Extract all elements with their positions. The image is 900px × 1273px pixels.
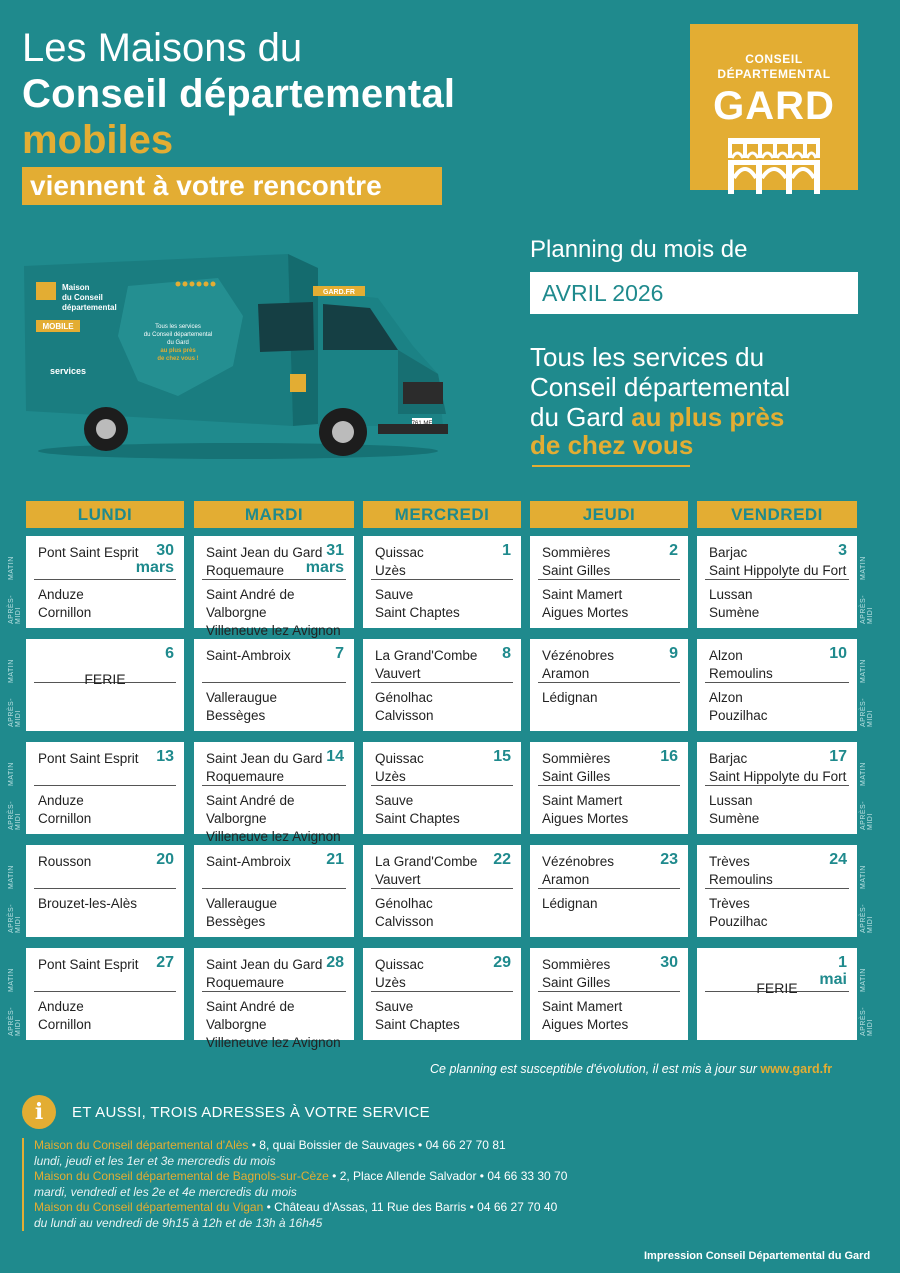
location-name: Aramon [542, 666, 590, 681]
morning-locations [375, 544, 424, 580]
day-header-vendredi: VENDREDI [697, 501, 857, 528]
day-number [669, 542, 678, 559]
location-name: Sommières [542, 957, 611, 972]
day-number-value: 20 [156, 851, 174, 868]
day-number [335, 645, 344, 662]
morning-locations [206, 544, 322, 580]
side-label-matin: MATIN [860, 556, 867, 580]
van-title-3: départemental [62, 303, 117, 312]
afternoon-locations [709, 689, 768, 725]
location-name: Saint Gilles [542, 975, 611, 990]
location-name: Saint Gilles [542, 563, 611, 578]
side-label-apres-midi: APRÈS-MIDI [8, 594, 22, 624]
morning-afternoon-divider [202, 888, 346, 889]
location-name: Cornillon [38, 811, 92, 826]
side-label-apres-midi: APRÈS-MIDI [860, 697, 874, 727]
location-name: Lussan [709, 793, 753, 808]
afternoon-locations [375, 895, 434, 931]
calendar-day-cell[interactable] [194, 742, 354, 844]
van-slogan-4: au plus près [160, 348, 196, 354]
calendar-day-cell[interactable] [363, 536, 521, 628]
day-number [502, 542, 511, 559]
afternoon-locations [38, 792, 91, 828]
side-label-matin: MATIN [860, 865, 867, 889]
day-number [502, 645, 511, 662]
day-number-value: 30 [156, 542, 174, 559]
day-number-value: 1 [502, 542, 511, 559]
morning-locations [206, 750, 322, 786]
afternoon-locations [542, 895, 598, 913]
location-name: Saint Mamert [542, 793, 623, 808]
van-site: GARD.FR [323, 289, 355, 296]
morning-locations [38, 853, 91, 871]
day-number-value: 10 [829, 645, 847, 662]
morning-locations [375, 956, 424, 992]
morning-afternoon-divider [34, 888, 176, 889]
van-title-1: Maison [62, 283, 90, 292]
van-title-2: du Conseil [62, 293, 103, 302]
day-number-value: 31 [326, 542, 344, 559]
day-number [156, 954, 174, 971]
morning-afternoon-divider [34, 579, 176, 580]
location-name: Sommières [542, 545, 611, 560]
van-badge: MOBILE [42, 322, 74, 331]
afternoon-locations [709, 792, 759, 828]
location-name: Pont Saint Esprit [38, 545, 139, 560]
side-label-apres-midi: APRÈS-MIDI [8, 1006, 22, 1036]
location-name: Saint Gilles [542, 769, 611, 784]
day-number-value: 24 [829, 851, 847, 868]
location-name: Pont Saint Esprit [38, 957, 139, 972]
pont-du-gard-icon [728, 138, 820, 194]
location-name: Valleraugue [206, 896, 278, 911]
calendar-day-cell[interactable] [26, 948, 184, 1040]
location-name: Pont Saint Esprit [38, 751, 139, 766]
location-name: Roquemaure [206, 563, 285, 578]
logo-text-2: DÉPARTEMENTAL [717, 67, 831, 81]
day-number [156, 748, 174, 765]
morning-locations [709, 750, 846, 786]
address-details: • Château d'Assas, 11 Rue des Barris • 04 66 27 70 40 [263, 1200, 558, 1214]
calendar-day-cell[interactable] [697, 845, 857, 937]
calendar-day-cell[interactable] [194, 845, 354, 937]
location-name: Quissac [375, 545, 424, 560]
day-number-value: 1 [838, 954, 847, 971]
van-slogan-2: du Conseil départemental [143, 332, 213, 338]
morning-locations [542, 853, 614, 889]
location-name: Génolhac [375, 690, 433, 705]
location-name: Saint Jean du Gard [206, 957, 323, 972]
address-hours: mardi, vendredi et les 2e et 4e mercredis du mois [34, 1184, 297, 1199]
location-name: Uzès [375, 563, 406, 578]
holiday-label: FERIE [756, 980, 798, 996]
location-name: Villeneuve lez Avignon [206, 623, 341, 638]
location-name: Saint-Ambroix [206, 648, 291, 663]
location-name: Brouzet-les-Alès [38, 896, 138, 911]
morning-locations [206, 956, 322, 992]
address-hours: du lundi au vendredi de 9h15 à 12h et de 13h à 16h45 [34, 1215, 323, 1230]
calendar-day-cell[interactable] [697, 742, 857, 834]
side-label-matin: MATIN [8, 865, 15, 889]
afternoon-locations [375, 586, 460, 622]
day-number-value: 6 [165, 645, 174, 662]
van-slogan-5: de chez vous ! [157, 356, 199, 362]
tagline-line-3a: du Gard [530, 402, 624, 432]
location-name: Saint Hippolyte du Fort [709, 769, 847, 784]
van-slogan-3: du Gard [167, 340, 189, 346]
location-name: Sauve [375, 587, 414, 602]
morning-afternoon-divider [34, 991, 176, 992]
side-label-apres-midi: APRÈS-MIDI [860, 800, 874, 830]
day-number-value: 3 [838, 542, 847, 559]
afternoon-locations [206, 895, 277, 931]
mobile-van-illustration [18, 246, 458, 471]
location-name: La Grand'Combe [375, 648, 478, 663]
location-name: Aigues Mortes [542, 605, 629, 620]
location-name: Saint André de Valborgne [206, 587, 295, 620]
day-number-value: 28 [326, 954, 344, 971]
day-number [493, 851, 511, 868]
info-icon: i [22, 1095, 56, 1129]
location-name: Saint Mamert [542, 587, 623, 602]
afternoon-locations [206, 998, 354, 1052]
location-name: Cornillon [38, 605, 92, 620]
location-name: Roquemaure [206, 975, 285, 990]
calendar-day-cell[interactable] [530, 639, 688, 731]
logo-text-1: CONSEIL [745, 52, 803, 66]
afternoon-locations [38, 998, 91, 1034]
morning-locations [38, 750, 139, 768]
calendar-day-cell[interactable] [363, 639, 521, 731]
day-header-lundi: LUNDI [26, 501, 184, 528]
afternoon-locations [542, 998, 628, 1034]
morning-locations [375, 750, 424, 786]
info-title: ET AUSSI, TROIS ADRESSES À VOTRE SERVICE [72, 1104, 430, 1121]
location-name: Saint Chaptes [375, 811, 460, 826]
location-name: Villeneuve lez Avignon [206, 1035, 341, 1050]
location-name: Sumène [709, 605, 760, 620]
tagline-underline [532, 465, 690, 467]
location-name: Sauve [375, 999, 414, 1014]
day-month-label: mars [305, 559, 344, 576]
location-name: Calvisson [375, 914, 434, 929]
location-name: Pouzilhac [709, 708, 768, 723]
day-number-value: 9 [669, 645, 678, 662]
morning-locations [375, 647, 477, 683]
calendar-day-cell[interactable] [363, 948, 521, 1040]
location-name: Calvisson [375, 708, 434, 723]
afternoon-locations [709, 586, 759, 622]
day-number [326, 851, 344, 868]
day-number [326, 748, 344, 765]
side-label-matin: MATIN [8, 968, 15, 992]
calendar-day-cell[interactable] [530, 948, 688, 1040]
afternoon-locations [375, 792, 460, 828]
day-number-value: 16 [660, 748, 678, 765]
side-label-matin: MATIN [860, 762, 867, 786]
calendar-day-cell[interactable] [26, 639, 184, 731]
afternoon-locations [542, 586, 628, 622]
day-number-value: 8 [502, 645, 511, 662]
calendar-day-cell[interactable] [363, 845, 521, 937]
location-name: Saint-Ambroix [206, 854, 291, 869]
logo-text-3: GARD [713, 84, 835, 128]
location-name: Saint Jean du Gard [206, 751, 323, 766]
morning-locations [375, 853, 477, 889]
calendar-day-cell[interactable] [530, 536, 688, 628]
morning-locations [709, 544, 846, 580]
afternoon-locations [375, 689, 434, 725]
afternoon-locations [206, 689, 277, 725]
calendar-day-cell[interactable] [26, 742, 184, 834]
address-item [34, 1200, 662, 1216]
title-line-2: Conseil départemental [22, 72, 456, 116]
morning-locations [542, 647, 614, 683]
gard-site-link[interactable]: www.gard.fr [760, 1062, 833, 1076]
morning-locations [709, 647, 773, 683]
location-name: Valleraugue [206, 690, 278, 705]
location-name: Saint Hippolyte du Fort [709, 563, 847, 578]
side-label-apres-midi: APRÈS-MIDI [8, 903, 22, 933]
morning-locations [542, 544, 610, 580]
calendar-day-cell[interactable] [26, 536, 184, 628]
calendar-day-cell[interactable] [697, 536, 857, 628]
tagline-line-2: Conseil départemental [530, 372, 791, 402]
morning-locations [542, 956, 610, 992]
holiday-label: FERIE [84, 671, 126, 687]
calendar-day-cell[interactable] [530, 742, 688, 834]
day-number-value: 2 [669, 542, 678, 559]
address-details: • 2, Place Allende Salvador • 04 66 33 30 70 [328, 1169, 568, 1183]
calendar-day-cell[interactable] [697, 948, 857, 1040]
calendar-day-cell[interactable] [194, 639, 354, 731]
day-number [660, 851, 678, 868]
side-label-matin: MATIN [860, 968, 867, 992]
day-number-value: 7 [335, 645, 344, 662]
calendar-day-cell[interactable] [194, 948, 354, 1050]
tagline-line-3b: au plus près [631, 402, 785, 432]
address-name: Maison du Conseil départemental d'Alès [34, 1138, 249, 1152]
location-name: Quissac [375, 957, 424, 972]
morning-locations [709, 853, 773, 889]
update-note [430, 1062, 832, 1076]
location-name: Trèves [709, 854, 750, 869]
day-number [136, 542, 174, 576]
title-line-1: Les Maisons du [22, 26, 303, 70]
calendar-day-cell[interactable] [530, 845, 688, 937]
calendar-day-cell[interactable] [194, 536, 354, 638]
day-month-label: mai [819, 971, 847, 988]
morning-locations [38, 956, 139, 974]
address-details: • 8, quai Boissier de Sauvages • 04 66 27 70 81 [248, 1138, 506, 1152]
location-name: Alzon [709, 648, 743, 663]
location-name: Génolhac [375, 896, 433, 911]
day-header-jeudi: JEUDI [530, 501, 688, 528]
location-name: Vézénobres [542, 854, 615, 869]
afternoon-locations [206, 586, 354, 640]
morning-locations [206, 647, 291, 665]
location-name: Bessèges [206, 914, 266, 929]
day-number [493, 748, 511, 765]
planning-label: Planning du mois de [530, 236, 748, 263]
location-name: La Grand'Combe [375, 854, 478, 869]
day-number-value: 23 [660, 851, 678, 868]
address-hours: lundi, jeudi et les 1er et 3e mercredis du mois [34, 1153, 276, 1168]
afternoon-locations [38, 586, 91, 622]
location-name: Saint Chaptes [375, 605, 460, 620]
location-name: Uzès [375, 769, 406, 784]
side-label-matin: MATIN [860, 659, 867, 683]
afternoon-locations [206, 792, 354, 846]
address-item [34, 1138, 662, 1154]
day-number [669, 645, 678, 662]
location-name: Aramon [542, 872, 590, 887]
location-name: Sommières [542, 751, 611, 766]
location-name: Pouzilhac [709, 914, 768, 929]
location-name: Barjac [709, 545, 748, 560]
location-name: Trèves [709, 896, 750, 911]
day-number [829, 645, 847, 662]
day-header-mercredi: MERCREDI [363, 501, 521, 528]
location-name: Villeneuve lez Avignon [206, 829, 341, 844]
side-label-matin: MATIN [8, 659, 15, 683]
location-name: Saint Mamert [542, 999, 623, 1014]
location-name: Anduze [38, 999, 84, 1014]
address-name: Maison du Conseil départemental du Vigan [34, 1200, 264, 1214]
side-label-apres-midi: APRÈS-MIDI [860, 903, 874, 933]
location-name: Rousson [38, 854, 92, 869]
day-number-value: 22 [493, 851, 511, 868]
location-name: Saint André de Valborgne [206, 999, 295, 1032]
side-label-apres-midi: APRÈS-MIDI [860, 1006, 874, 1036]
location-name: Anduze [38, 793, 84, 808]
afternoon-locations [709, 895, 768, 931]
location-name: Sumène [709, 811, 760, 826]
location-name: Saint Jean du Gard [206, 545, 323, 560]
morning-locations [206, 853, 291, 871]
location-name: Vézénobres [542, 648, 615, 663]
day-number-value: 15 [493, 748, 511, 765]
location-name: Remoulins [709, 872, 773, 887]
afternoon-locations [38, 895, 137, 913]
location-name: Aigues Mortes [542, 811, 629, 826]
day-number [829, 851, 847, 868]
title-banner: viennent à votre rencontre [22, 167, 442, 205]
day-month-label: mars [135, 559, 174, 576]
tagline-line-1: Tous les services du [530, 342, 765, 372]
day-number-value: 17 [829, 748, 847, 765]
afternoon-locations [542, 792, 628, 828]
title-line-3: mobiles [22, 118, 174, 162]
location-name: Uzès [375, 975, 406, 990]
location-name: Bessèges [206, 708, 266, 723]
day-number [165, 645, 174, 662]
location-name: Quissac [375, 751, 424, 766]
day-number-value: 30 [660, 954, 678, 971]
calendar-day-cell[interactable] [697, 639, 857, 731]
location-name: Vauvert [375, 666, 421, 681]
planning-month: AVRIL 2026 [530, 272, 858, 314]
update-note-text: Ce planning est susceptible d'évolution, il est mis à jour sur [430, 1062, 757, 1076]
side-label-apres-midi: APRÈS-MIDI [860, 594, 874, 624]
side-label-matin: MATIN [8, 762, 15, 786]
morning-afternoon-divider [34, 785, 176, 786]
location-name: Saint André de Valborgne [206, 793, 295, 826]
location-name: Aigues Mortes [542, 1017, 629, 1032]
tagline-line-3 [530, 402, 784, 432]
morning-locations [38, 544, 139, 562]
day-number [493, 954, 511, 971]
side-label-apres-midi: APRÈS-MIDI [8, 800, 22, 830]
location-name: Saint Chaptes [375, 1017, 460, 1032]
calendar-day-cell[interactable] [26, 845, 184, 937]
day-number [660, 954, 678, 971]
location-name: Anduze [38, 587, 84, 602]
tagline-line-4: de chez vous [530, 430, 694, 460]
location-name: Barjac [709, 751, 748, 766]
address-name: Maison du Conseil départemental de Bagnols-sur-Cèze [34, 1169, 329, 1183]
day-number-value: 13 [156, 748, 174, 765]
morning-afternoon-divider [202, 682, 346, 683]
address-item [34, 1169, 662, 1185]
morning-locations [542, 750, 610, 786]
side-label-apres-midi: APRÈS-MIDI [8, 697, 22, 727]
day-number-value: 21 [326, 851, 344, 868]
location-name: Lédignan [542, 896, 598, 911]
van-word: services [50, 366, 87, 376]
side-label-matin: MATIN [8, 556, 15, 580]
afternoon-locations [542, 689, 598, 707]
day-number-value: 14 [326, 748, 344, 765]
location-name: Lédignan [542, 690, 598, 705]
day-number-value: 27 [156, 954, 174, 971]
day-number-value: 29 [493, 954, 511, 971]
day-number [326, 954, 344, 971]
van-slogan-1: Tous les services [155, 324, 201, 330]
location-name: Vauvert [375, 872, 421, 887]
afternoon-locations [375, 998, 460, 1034]
day-number [660, 748, 678, 765]
impression-credit: Impression Conseil Départemental du Gard [644, 1250, 871, 1262]
location-name: Alzon [709, 690, 743, 705]
day-header-mardi: MARDI [194, 501, 354, 528]
calendar-day-cell[interactable] [363, 742, 521, 834]
location-name: Cornillon [38, 1017, 92, 1032]
location-name: Lussan [709, 587, 753, 602]
location-name: Sauve [375, 793, 414, 808]
address-list [22, 1138, 662, 1231]
day-number [156, 851, 174, 868]
location-name: Roquemaure [206, 769, 285, 784]
gard-logo[interactable] [690, 24, 858, 190]
location-name: Remoulins [709, 666, 773, 681]
